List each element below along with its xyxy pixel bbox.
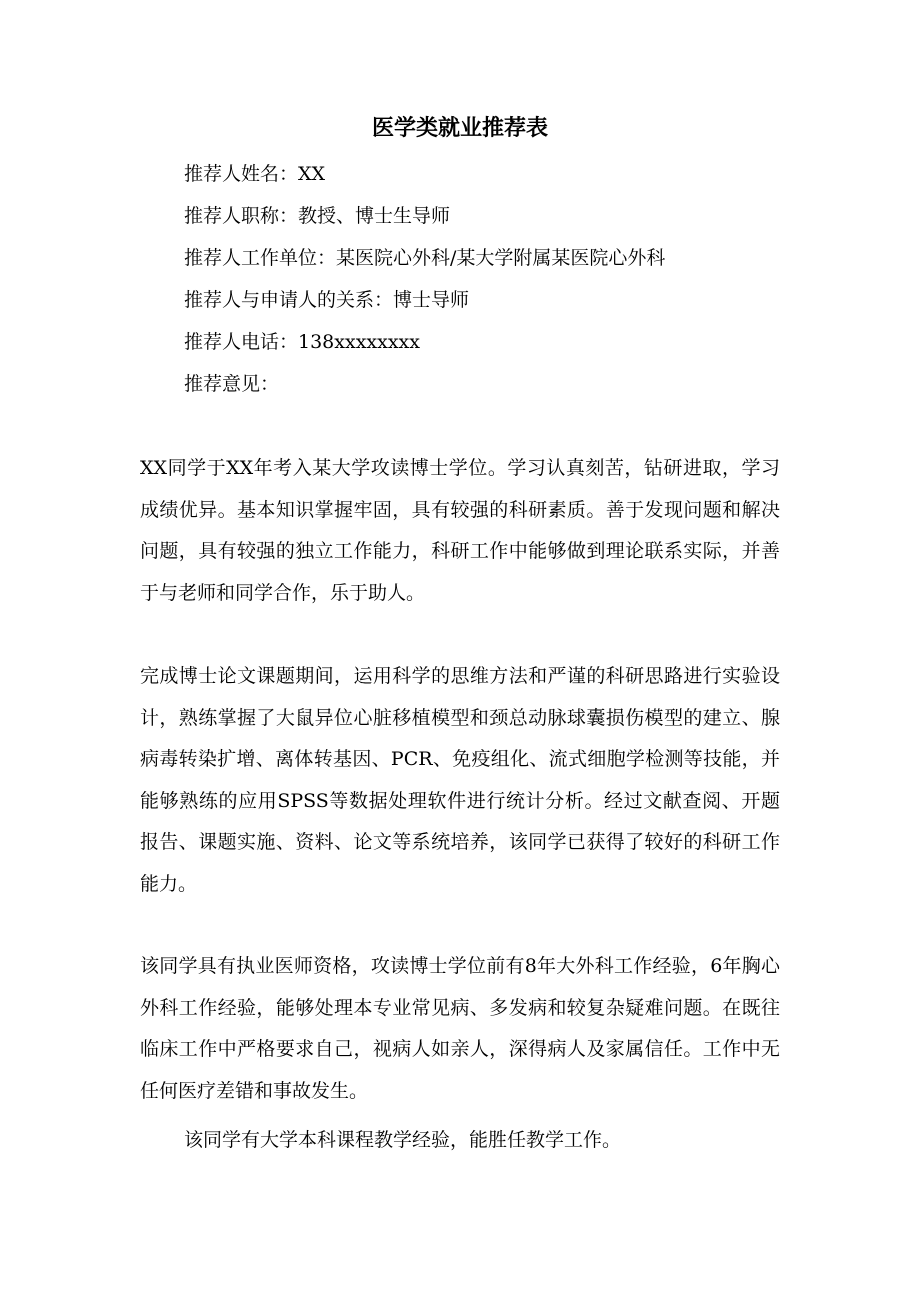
- recommender-workplace: 推荐人工作单位：某医院心外科/某大学附属某医院心外科: [184, 247, 666, 269]
- recommender-name: 推荐人姓名：XX: [184, 163, 326, 185]
- recommender-phone: 推荐人电话：138xxxxxxxx: [184, 331, 420, 353]
- recommendation-label: 推荐意见：: [184, 373, 280, 395]
- paragraph-study: XX同学于XX年考入某大学攻读博士学位。学习认真刻苦，钻研进取，学习成绩优异。基本知识掌握牢固，具有较强的科研素质。善于发现问题和解决问题，具有较强的独立工作能力，科研工作中能够做到理论联系实际，并善于与老师和同学合作，乐于助人。: [140, 457, 780, 604]
- paragraph-clinical: 该同学具有执业医师资格，攻读博士学位前有8年大外科工作经验，6年胸心外科工作经验，能够处理本专业常见病、多发病和较复杂疑难问题。在既往临床工作中严格要求自己，视病人如亲人，深得病人及家属信任。工作中无任何医疗差错和事故发生。: [140, 955, 780, 1102]
- closing-statement: 该同学有大学本科课程教学经验，能胜任教学工作。: [184, 1129, 622, 1151]
- recommender-title: 推荐人职称：教授、博士生导师: [184, 205, 451, 227]
- paragraph-research: 完成博士论文课题期间，运用科学的思维方法和严谨的科研思路进行实验设计，熟练掌握了大鼠异位心脏移植模型和颈总动脉球囊损伤模型的建立、腺病毒转染扩增、离体转基因、PCR、免疫组化、流式细胞学检测等技能，并能够熟练的应用SPSS等数据处理软件进行统计分析。经过文献查阅、开题报告、课题实施、资料、论文等系统培养，该同学已获得了较好的科研工作能力。: [140, 665, 780, 895]
- recommender-relationship: 推荐人与申请人的关系：博士导师: [184, 289, 470, 311]
- page-title: 医学类就业推荐表: [371, 115, 548, 141]
